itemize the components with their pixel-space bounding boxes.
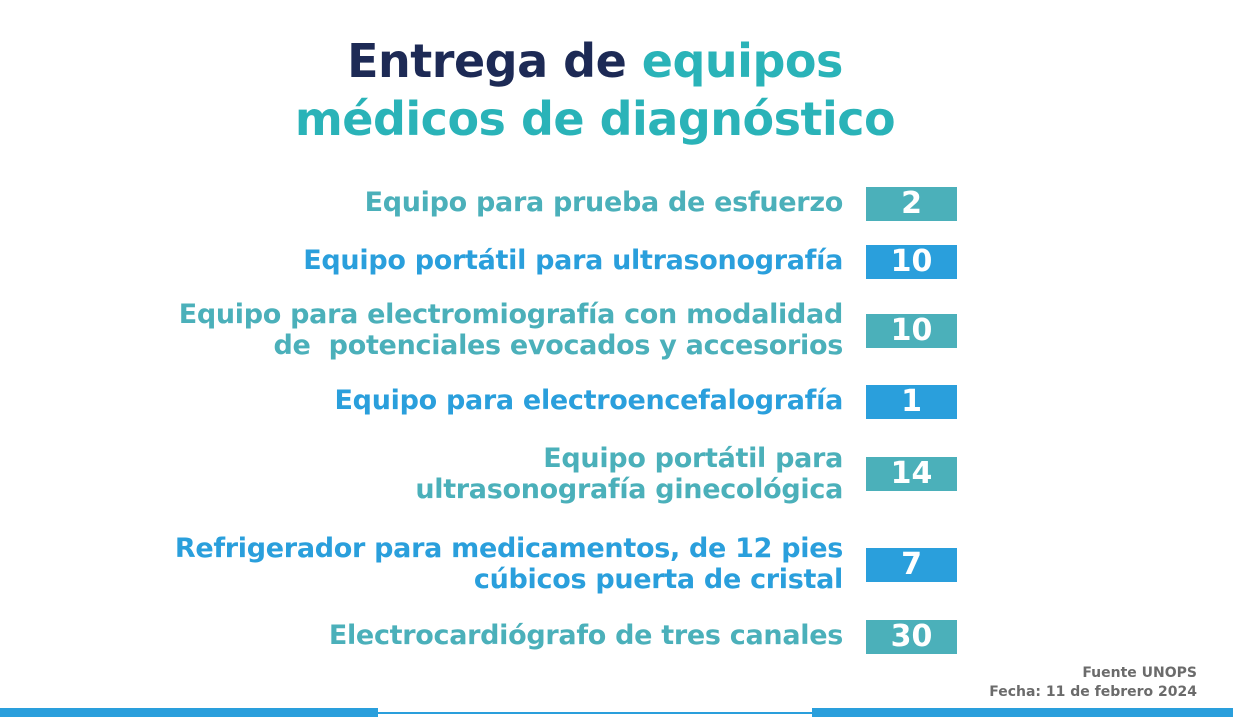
equipment-label-line: cúbicos puerta de cristal xyxy=(473,564,843,595)
equipment-label xyxy=(179,299,843,361)
equipment-count: 1 xyxy=(866,385,957,419)
date-line: Fecha: 11 de febrero 2024 xyxy=(989,684,1197,700)
equipment-label-line: ultrasonografía ginecológica xyxy=(415,474,843,505)
footer-divider-line xyxy=(378,712,812,714)
title-line-1 xyxy=(0,32,1190,90)
equipment-label xyxy=(365,187,843,218)
equipment-count: 2 xyxy=(866,187,957,221)
equipment-label xyxy=(415,443,843,505)
footer-bar-left xyxy=(0,708,378,717)
source-line: Fuente UNOPS xyxy=(1082,665,1197,681)
equipment-label xyxy=(335,385,843,416)
equipment-count: 30 xyxy=(866,620,957,654)
equipment-label-line: Equipo para prueba de esfuerzo xyxy=(364,187,843,218)
title-teal-text-2: médicos de diagnóstico xyxy=(294,92,896,146)
equipment-count: 14 xyxy=(866,457,957,491)
equipment-label-line: Refrigerador para medicamentos, de 12 pies xyxy=(174,533,843,564)
equipment-count: 10 xyxy=(866,314,957,348)
equipment-label xyxy=(303,245,843,276)
equipment-label-line: Equipo para electromiografía con modalidad xyxy=(178,299,843,330)
title-line-2 xyxy=(0,90,1190,148)
equipment-count: 7 xyxy=(866,548,957,582)
equipment-label-line: de potenciales evocados y accesorios xyxy=(273,330,843,361)
equipment-label-line: Electrocardiógrafo de tres canales xyxy=(328,620,843,651)
equipment-label-line: Equipo portátil para xyxy=(543,443,843,474)
title-dark-text: Entrega de xyxy=(347,34,642,88)
equipment-label-line: Equipo portátil para ultrasonografía xyxy=(303,245,843,276)
equipment-label-line: Equipo para electroencefalografía xyxy=(334,385,843,416)
footer-bar-right xyxy=(812,708,1233,717)
equipment-label xyxy=(175,533,843,595)
page-title xyxy=(0,32,1190,148)
title-teal-text: equipos xyxy=(641,34,843,88)
equipment-label xyxy=(329,620,843,651)
equipment-count: 10 xyxy=(866,245,957,279)
source-note xyxy=(989,664,1197,702)
